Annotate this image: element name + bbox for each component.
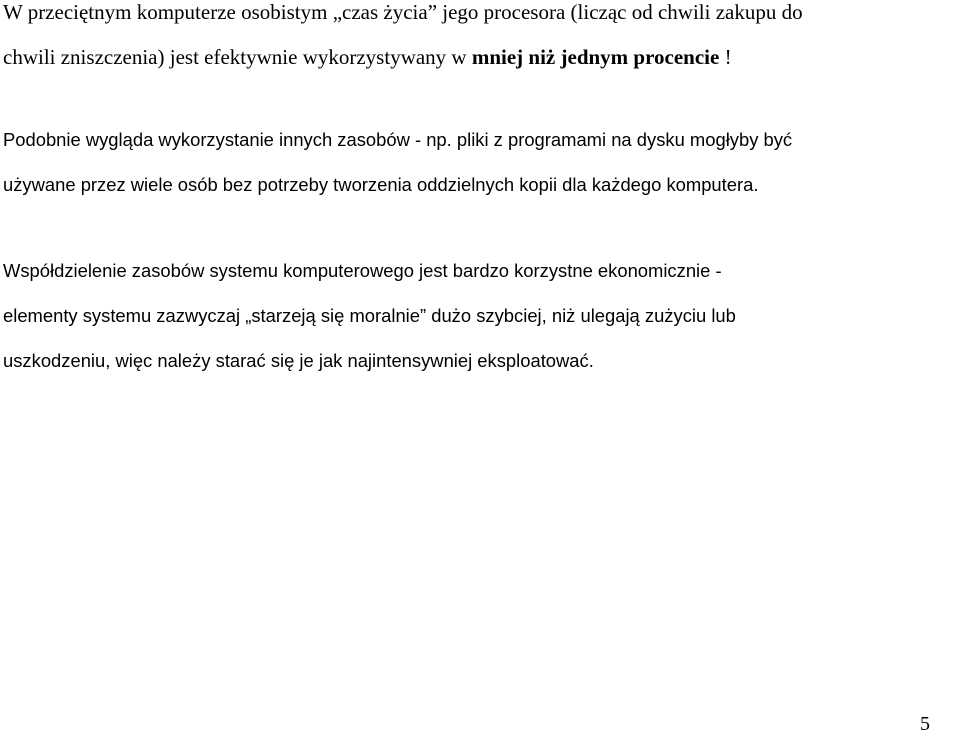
paragraph-line: elementy systemu zazwyczaj „starzeją się moralnie” dużo szybciej, niż ulegają zużyciu lub	[3, 305, 736, 326]
paragraph-line: używane przez wiele osób bez potrzeby tworzenia oddzielnych kopii dla każdego komputera.	[3, 174, 759, 195]
paragraph-line	[3, 35, 803, 80]
emphasis-text: mniej niż jednym procencie	[471, 45, 720, 69]
paragraph-other-resources	[3, 117, 792, 207]
text-plain: chwili zniszczenia) jest efektywnie wykorzystywany w	[3, 45, 472, 69]
text-plain: !	[719, 45, 732, 69]
paragraph-processor-usage	[3, 0, 803, 80]
paragraph-line: Współdzielenie zasobów systemu komputerowego jest bardzo korzystne ekonomicznie -	[3, 260, 722, 281]
paragraph-resource-sharing	[3, 248, 736, 383]
page-number: 5	[920, 713, 930, 735]
paragraph-line: Podobnie wygląda wykorzystanie innych zasobów - np. pliki z programami na dysku mogłyby być	[3, 129, 793, 150]
paragraph-line: W przeciętnym komputerze osobistym „czas życia” jego procesora (licząc od chwili zakupu do	[3, 0, 803, 24]
paragraph-line: uszkodzeniu, więc należy starać się je jak najintensywniej eksploatować.	[3, 350, 594, 371]
